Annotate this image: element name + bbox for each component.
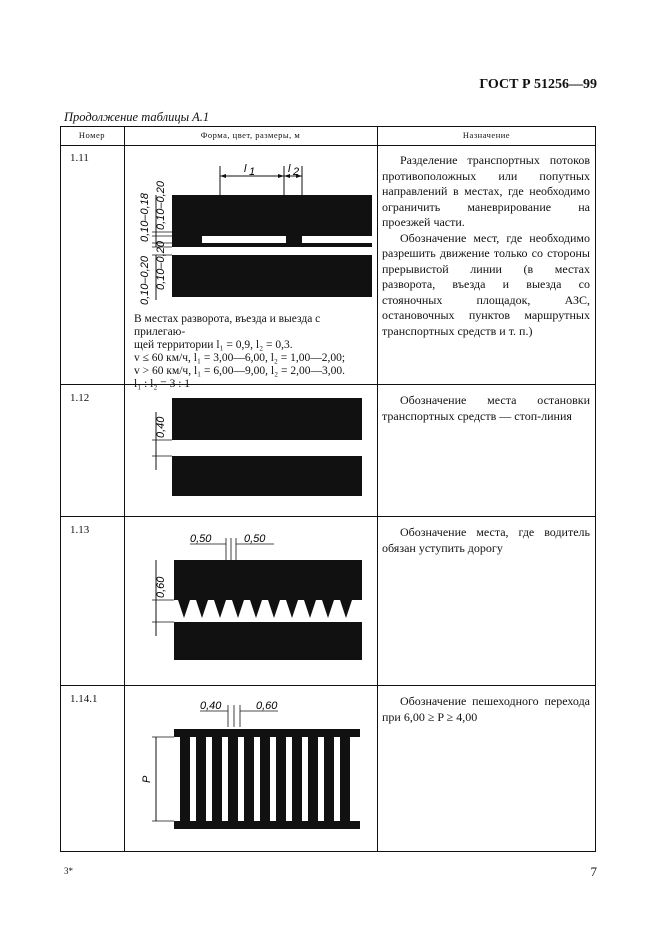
row-1-14-1-purpose: Обозначение пешеходного перехода при 6,00 ≥ P ≥ 4,00 (382, 694, 590, 724)
marking-1-12-diagram (128, 392, 376, 512)
row-1-11-note: В местах разворота, въезда и выезда с прилегаю- щей территории l₁ = 0,9, l₂ = 0,3. v ≤ 60 км/ч, l₁ = 3,00—6,00, l₂ = 1,00—2,00; v > 60 км/ч, l₁ = 6,00—9,00, l₂ = 2,00—3,00. l₁ : l₂ = 3 : 1 (134, 313, 346, 390)
dim-l1: l (244, 163, 247, 175)
svg-text:0,60: 0,60 (155, 576, 167, 598)
row-1-13-purpose: Обозначение места, где водитель обязан уступить дорогу (382, 525, 590, 555)
marking-1-11-diagram (128, 150, 376, 310)
row-divider (60, 685, 596, 686)
row-number: 1.11 (70, 152, 89, 164)
svg-text:0,50: 0,50 (244, 533, 266, 545)
svg-text:P: P (141, 775, 153, 783)
dashed-line-gaps (172, 236, 372, 243)
standard-number: ГОСТ Р 51256—99 (479, 77, 597, 92)
sheet-mark: 3* (64, 866, 73, 876)
svg-text:0,50: 0,50 (190, 533, 212, 545)
column-divider (124, 126, 125, 852)
page-number: 7 (590, 864, 597, 879)
marking-1-13-diagram (128, 526, 376, 666)
svg-text:0,40: 0,40 (200, 700, 222, 712)
row-1-12-purpose: Обозначение места остановки транспортных средств — стоп-линия (382, 393, 590, 423)
row-divider (60, 516, 596, 517)
table-continuation-caption: Продолжение таблицы А.1 (64, 110, 210, 124)
header-divider (60, 145, 596, 146)
svg-text:0,40: 0,40 (155, 416, 167, 438)
svg-text:0,10–0,20: 0,10–0,20 (139, 256, 151, 305)
svg-text:0,10–0,20: 0,10–0,20 (155, 181, 167, 230)
svg-text:2: 2 (293, 166, 300, 178)
column-header-number: Номер (78, 130, 106, 140)
column-header-purpose: Назначение (462, 130, 511, 140)
row-1-11-purpose: Разделение транспортных потоков противоположных или попутных направлений в местах, где необходимо ограничить маневрирование на проезжей части. Обозначение мест, где необходимо разрешить движение только со стороны прерывистой линии (в местах разворота, въезда и выезда со стояночных площадок, АЗС, остановочных пунктов маршрутных транспортных средств и т. п.) (382, 153, 590, 338)
row-number: 1.13 (70, 524, 90, 536)
dim-l2: l (288, 163, 291, 175)
column-header-form: Форма, цвет, размеры, м (200, 130, 301, 140)
svg-text:0,10–0,18: 0,10–0,18 (139, 193, 151, 242)
marking-1-14-1-diagram (128, 695, 376, 835)
svg-text:1: 1 (249, 166, 256, 178)
column-divider (377, 126, 378, 852)
svg-text:0,10–0,20: 0,10–0,20 (155, 241, 167, 290)
svg-text:0,60: 0,60 (256, 700, 278, 712)
row-number: 1.14.1 (70, 693, 98, 705)
row-number: 1.12 (70, 392, 90, 404)
